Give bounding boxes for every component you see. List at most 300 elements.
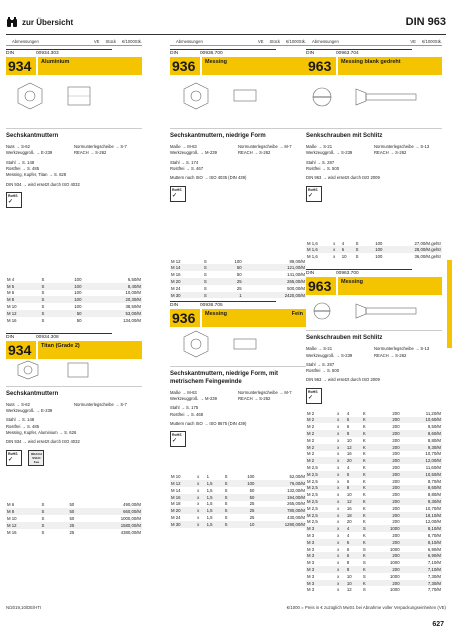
table-cell: 25: [55, 522, 75, 529]
table-cell: S: [203, 278, 217, 285]
din-number: 934: [6, 341, 36, 359]
table-cell: K: [362, 417, 373, 424]
table-cell: 10: [346, 573, 352, 579]
table-cell: 4: [346, 465, 350, 470]
table-cell: K: [362, 410, 366, 416]
table-row: [6, 290, 142, 297]
table-cell: K: [362, 471, 373, 478]
table-cell: 200: [392, 424, 400, 430]
table-cell: 8: [346, 485, 362, 492]
table-cell: 25: [249, 514, 255, 520]
table-row: [306, 464, 442, 471]
product-code-row: DIN 00963.704: [306, 49, 442, 56]
table-cell: M 20: [170, 507, 196, 514]
table-cell: 20,30/M: [82, 296, 142, 303]
table-cell: 1,5: [206, 514, 213, 520]
table-cell: M 2: [306, 430, 336, 437]
table-cell: 200: [373, 430, 400, 437]
table-cell: x: [337, 437, 340, 443]
table-cell: 6,90/M: [427, 546, 441, 552]
table-cell: 50: [55, 310, 82, 317]
table-cell: S: [41, 304, 45, 310]
table-cell: 8,10/M: [401, 539, 442, 546]
table-cell: 5: [346, 539, 362, 546]
table-cell: 11,20/M: [425, 410, 441, 416]
table-cell: 100: [55, 296, 82, 303]
spec-block: Maße → S-21 Normunterlegscheibe → S-13 Werkzeuggroß. → S-239 REACH → S-262 Stahl → S. 287 Rostfrei → S. 500 DIN 963 → wird ersetzt durch ISO 2009: [306, 346, 430, 383]
table-row: [170, 494, 306, 501]
table-cell: 4: [346, 525, 362, 532]
table-cell: 134,00/M: [123, 317, 141, 323]
table-cell: M 6: [7, 290, 15, 296]
table-cell: 1,5: [206, 501, 213, 507]
table-cell: M 3: [306, 566, 336, 573]
table-cell: S: [355, 246, 365, 253]
table-cell: 18,10/M: [401, 512, 442, 519]
table-cell: S: [203, 258, 207, 264]
table-cell: S: [224, 521, 235, 528]
table-cell: x: [336, 580, 346, 587]
table-cell: 50: [69, 516, 75, 521]
table-cell: 1,5: [206, 507, 224, 514]
table-cell: M 2: [307, 424, 315, 430]
table-cell: S: [41, 529, 45, 535]
table-cell: 25: [249, 501, 255, 507]
table-cell: x: [336, 552, 346, 559]
table-cell: 100: [55, 283, 82, 290]
table-row: [306, 498, 442, 505]
table-cell: S: [41, 283, 56, 290]
table-cell: x: [333, 254, 336, 260]
section-side-tab[interactable]: [447, 260, 452, 348]
table-cell: 430,00/M: [287, 514, 305, 520]
table-cell: S: [41, 522, 56, 529]
table-cell: x: [197, 474, 200, 480]
table-cell: 6,50/M: [127, 276, 141, 282]
table-cell: 12,00/M: [401, 457, 442, 464]
table-cell: S: [41, 502, 45, 508]
table-cell: K: [362, 457, 373, 464]
price-table: [306, 410, 442, 594]
table-cell: x: [197, 514, 200, 520]
table-cell: x: [336, 417, 346, 424]
product-code-row: DIN 00934.303: [6, 49, 142, 56]
table-cell: 100: [235, 480, 256, 487]
table-cell: S: [224, 507, 235, 514]
material-label: Messing: [338, 277, 442, 295]
table-row: [170, 514, 306, 521]
table-row: [6, 515, 142, 522]
table-cell: S: [224, 474, 228, 480]
price-table: [6, 502, 142, 536]
table-cell: x: [333, 240, 336, 246]
spec-block: Maße → S-21 Normunterlegscheibe → S-13 Werkzeuggroß. → S-239 REACH → S-262 Stahl → S. 287 Rostfrei → S. 500 DIN 963 → wird ersetzt durch ISO 2009: [306, 144, 430, 181]
table-cell: K: [362, 532, 366, 538]
table-cell: 11,60/M: [425, 465, 441, 470]
din-number: 963: [306, 277, 336, 295]
table-cell: 200: [392, 532, 400, 538]
table-cell: S: [41, 317, 45, 323]
table-cell: M 12: [170, 480, 196, 487]
table-cell: 5: [346, 417, 362, 424]
table-cell: 20: [346, 519, 352, 525]
table-cell: 1000: [390, 587, 400, 593]
table-row: [306, 437, 442, 444]
table-cell: M 16: [7, 529, 17, 535]
table-cell: x: [337, 573, 340, 579]
spec-block: Maße → M-63 Normunterlegscheibe → M-7 Werkzeuggroß. → M-239 REACH → S-262 Stahl → S. 175 Rostfrei → S. 468 Muttern nach ISO → ISO 8675 (DIN 439): [170, 389, 292, 427]
table-cell: 8,60/M: [401, 485, 442, 492]
table-cell: S: [203, 285, 207, 291]
table-cell: 50: [249, 487, 255, 493]
table-cell: M 3: [307, 573, 315, 579]
table-cell: 660,00/M: [75, 508, 142, 515]
table-cell: x: [196, 480, 205, 487]
table-cell: 265,00/M: [243, 278, 306, 285]
price-table: [6, 276, 142, 324]
table-cell: M 3: [306, 552, 336, 559]
table-cell: S: [362, 573, 366, 579]
table-cell: 1580,00/M: [75, 522, 142, 529]
product-code-row: DIN 00936.700: [170, 49, 306, 56]
material-label: Messing Fein: [202, 309, 306, 327]
table-cell: S: [362, 587, 366, 593]
table-cell: 38,50/M: [125, 304, 141, 310]
header-divider: [6, 34, 446, 35]
rohs-badge: RoHS ✓: [306, 388, 322, 404]
table-cell: 200: [373, 498, 400, 505]
table-row: [170, 480, 306, 487]
table-cell: K: [362, 566, 373, 573]
rohs-badge: RoHS ✓: [6, 450, 22, 466]
table-cell: 200: [373, 539, 400, 546]
column-header: Abmessungen VE Stück €/1000Stk.: [170, 38, 306, 46]
table-cell: 200: [373, 444, 400, 451]
table-cell: 53,00/M: [82, 310, 142, 317]
table-cell: M 3: [306, 539, 336, 546]
table-cell: 8,40/M: [82, 283, 142, 290]
table-cell: 6: [346, 478, 350, 484]
table-cell: 200: [392, 437, 400, 443]
table-cell: 8,80/M: [427, 492, 441, 498]
table-cell: 10,60/M: [401, 417, 442, 424]
table-row: [306, 566, 442, 573]
table-cell: M 2: [307, 437, 315, 443]
table-cell: 7,30/M: [401, 580, 442, 587]
table-cell: M 2: [306, 417, 336, 424]
table-cell: S: [41, 290, 45, 296]
table-cell: S: [224, 480, 235, 487]
table-cell: S: [224, 494, 235, 501]
check-icon: ✓: [172, 192, 178, 199]
table-cell: 200: [392, 451, 400, 457]
table-cell: M 3: [306, 525, 336, 532]
product-badge[interactable]: [306, 57, 442, 75]
product-badge[interactable]: [6, 341, 142, 359]
table-cell: S: [41, 296, 56, 303]
table-cell: K: [362, 424, 366, 430]
table-cell: M 14: [170, 264, 203, 271]
countersunk-screw-illustration: [306, 75, 442, 129]
table-cell: 1,5: [206, 494, 224, 501]
table-cell: 2420,00/M: [243, 292, 306, 299]
hex-nut-illustration: [6, 75, 142, 129]
table-cell: K: [362, 478, 366, 484]
rohs-badge: RoHS ✓: [306, 186, 322, 202]
table-cell: S: [362, 546, 366, 552]
material-label: Titan (Grade 2): [38, 341, 142, 359]
table-cell: x: [337, 451, 340, 457]
product-title: Sechskantmuttern, niedrige Form, mit metrischem Feingewinde: [170, 371, 279, 385]
table-row: [306, 573, 442, 580]
table-cell: M 3: [306, 580, 336, 587]
table-cell: 200: [373, 417, 400, 424]
table-cell: 1000,00/M: [120, 516, 141, 521]
hex-nut-illustration: [6, 359, 142, 387]
table-cell: 4: [341, 240, 345, 246]
table-cell: 7,30/M: [427, 573, 441, 579]
table-cell: K: [362, 451, 366, 457]
table-cell: 6: [346, 424, 350, 430]
table-row: [6, 310, 142, 317]
table-row: [170, 258, 306, 265]
table-cell: x: [337, 532, 340, 538]
product-badge[interactable]: [6, 57, 142, 75]
table-cell: 1000: [390, 573, 400, 579]
column-header: Abmessungen VE Stück €/1000Stk.: [6, 38, 142, 46]
table-cell: S: [224, 501, 228, 507]
table-cell: x: [337, 410, 340, 416]
table-row: [306, 471, 442, 478]
table-cell: 18: [346, 512, 362, 519]
spec-block: Nuts → S-62 Normunterlegscheibe → S-7 Werkzeuggroß. → E-239 Stahl → S. 148 Rostfrei → S. 485 Messing, Kupfer, Aluminium → S. 626 DIN 934 → wird ersetzt durch ISO 4032: [6, 401, 127, 445]
table-cell: 5: [346, 471, 362, 478]
table-row: [6, 508, 142, 515]
table-cell: M 4: [7, 276, 15, 282]
table-cell: x: [337, 465, 340, 470]
table-cell: 200: [373, 580, 400, 587]
check-icon: ✓: [8, 456, 14, 463]
table-cell: 25: [69, 529, 75, 535]
check-icon: ✓: [308, 394, 314, 401]
table-cell: 200: [392, 519, 400, 525]
table-cell: 200: [392, 505, 400, 511]
product-badge[interactable]: [170, 57, 306, 75]
table-cell: M 18: [171, 501, 181, 507]
table-cell: 12: [346, 498, 362, 505]
footer-code: N/2019,10/DE/HTI: [6, 605, 42, 610]
table-row: [306, 532, 442, 539]
table-row: [306, 580, 442, 587]
table-cell: 76,00/M: [255, 480, 306, 487]
column-din-934: [6, 38, 142, 536]
table-cell: M 3: [307, 532, 315, 538]
table-row: [306, 246, 442, 253]
table-cell: 8,60/M: [401, 430, 442, 437]
table-cell: K: [362, 465, 366, 470]
table-cell: 8,70/M: [427, 478, 441, 484]
binoculars-icon: [6, 16, 18, 28]
table-cell: M 2,5: [306, 471, 336, 478]
table-cell: 265,00/M: [287, 501, 305, 507]
table-cell: M 14: [171, 487, 181, 493]
table-cell: 100: [375, 254, 383, 260]
table-cell: 200: [392, 478, 400, 484]
din-number: 936: [170, 57, 200, 75]
table-cell: M 2,5: [307, 492, 318, 498]
table-cell: 10,00/M: [125, 290, 141, 296]
table-row: [306, 505, 442, 512]
table-cell: 4380,00/M: [120, 529, 141, 535]
table-cell: M 2,5: [306, 498, 336, 505]
back-label: zur Übersicht: [22, 17, 74, 27]
table-cell: 200: [373, 512, 400, 519]
table-cell: 27,00/M.gehtr: [414, 240, 441, 246]
table-cell: x: [337, 587, 340, 593]
table-row: [306, 518, 442, 525]
table-row: [306, 539, 442, 546]
table-cell: 7,10/M: [427, 560, 441, 566]
table-row: [306, 451, 442, 458]
table-row: [306, 457, 442, 464]
product-title: Sechskantmuttern: [6, 390, 59, 397]
table-cell: 8: [346, 566, 362, 573]
table-cell: M 10: [171, 474, 181, 480]
table-cell: S: [355, 240, 359, 246]
table-cell: x: [336, 485, 346, 492]
table-cell: x: [337, 492, 340, 498]
material-label: Aluminium: [38, 57, 142, 75]
table-cell: x: [337, 560, 340, 566]
table-cell: K: [362, 492, 366, 498]
table-cell: M 30: [170, 521, 196, 528]
table-cell: M 30: [170, 292, 203, 299]
table-cell: S: [41, 276, 45, 282]
table-cell: K: [362, 430, 373, 437]
table-row: [306, 444, 442, 451]
table-cell: x: [336, 430, 346, 437]
table-cell: M 3: [307, 560, 315, 566]
page-title: DIN 963: [405, 16, 446, 28]
table-row: [6, 529, 142, 536]
table-cell: 12: [346, 444, 362, 451]
table-cell: 8,10/M: [401, 525, 442, 532]
table-cell: K: [362, 539, 373, 546]
table-cell: 8: [346, 560, 350, 566]
product-title: Sechskantmuttern: [6, 133, 59, 139]
table-cell: x: [337, 424, 340, 430]
table-cell: 200: [373, 566, 400, 573]
back-to-overview-link[interactable]: [6, 16, 73, 28]
rohs-badge: RoHS ✓: [170, 431, 186, 447]
table-row: [306, 423, 442, 430]
table-cell: 10,50/M: [401, 471, 442, 478]
table-cell: 1: [206, 474, 209, 480]
table-cell: M 1,6: [307, 240, 318, 246]
table-row: [306, 410, 442, 417]
table-cell: S: [355, 254, 359, 260]
table-cell: S: [41, 310, 56, 317]
table-cell: x: [336, 512, 346, 519]
table-cell: 9,30/M: [401, 498, 442, 505]
product-title: Senkschrauben mit Schlitz: [306, 133, 383, 139]
table-cell: 1290,00/M: [255, 521, 306, 528]
spec-block: Nuts → S-62 Normunterlegscheibe → S-7 Werkzeuggroß. → E-239 REACH → S-262 Stahl → S. 148 Rostfrei → S. 485 Messing, Kupfer, Titan → S. 628 DIN 934 → wird ersetzt durch ISO 4032: [6, 144, 127, 187]
table-cell: 9,30/M: [401, 444, 442, 451]
table-cell: x: [336, 444, 346, 451]
table-cell: S: [203, 272, 207, 278]
product-code-row: DIN 00963.700: [306, 269, 442, 276]
table-cell: M 8: [6, 508, 41, 515]
table-row: [170, 264, 306, 271]
check-icon: ✓: [8, 198, 14, 205]
table-cell: M 2: [306, 444, 336, 451]
table-cell: 100: [74, 290, 82, 296]
table-row: [170, 501, 306, 508]
table-cell: M 16: [7, 317, 17, 323]
table-cell: 6: [346, 552, 362, 559]
table-cell: 1000: [373, 525, 400, 532]
table-cell: M 1,6: [307, 254, 318, 260]
check-icon: ✓: [172, 438, 178, 445]
table-cell: x: [336, 539, 346, 546]
product-code-row: DIN 00936.705: [170, 301, 306, 308]
table-cell: M 2,5: [307, 465, 318, 470]
table-cell: 1: [217, 292, 243, 299]
column-din-936: [170, 38, 306, 528]
table-cell: 10: [346, 437, 352, 443]
table-row: [6, 522, 142, 529]
material-label: Messing blank gedreht: [338, 57, 442, 75]
table-row: [306, 240, 442, 247]
table-row: [306, 491, 442, 498]
table-cell: 194,00/M: [255, 494, 306, 501]
column-header: Abmessungen VE €/1000Stk.: [306, 38, 442, 46]
table-cell: M 16: [171, 272, 181, 278]
table-cell: M 3: [307, 546, 315, 552]
table-cell: 4: [346, 532, 350, 538]
table-cell: S: [224, 487, 228, 493]
table-cell: M 5: [6, 283, 41, 290]
table-row: [306, 430, 442, 437]
table-row: [306, 253, 442, 260]
table-cell: x: [337, 546, 340, 552]
table-row: [170, 278, 306, 285]
table-cell: 20: [346, 457, 362, 464]
table-cell: M 2,5: [306, 512, 336, 519]
table-cell: 28,00/M.gehtr: [383, 246, 442, 253]
table-row: [170, 292, 306, 299]
table-cell: K: [362, 437, 366, 443]
table-cell: 50: [55, 508, 75, 515]
table-cell: 10: [235, 521, 256, 528]
countersunk-screw-illustration: [306, 295, 442, 331]
table-cell: 200: [392, 410, 400, 416]
table-cell: x: [337, 505, 340, 511]
table-row: [306, 478, 442, 485]
product-badge[interactable]: [170, 309, 306, 327]
table-cell: 100: [234, 258, 242, 264]
table-cell: 8: [346, 430, 362, 437]
table-cell: x: [336, 471, 346, 478]
table-cell: x: [336, 498, 346, 505]
table-cell: 780,00/M: [255, 507, 306, 514]
table-cell: 200: [373, 485, 400, 492]
product-title: Sechskantmuttern, niedrige Form: [170, 133, 266, 139]
table-cell: 200: [373, 471, 400, 478]
product-badge[interactable]: [306, 277, 442, 295]
table-cell: 100: [74, 276, 82, 282]
